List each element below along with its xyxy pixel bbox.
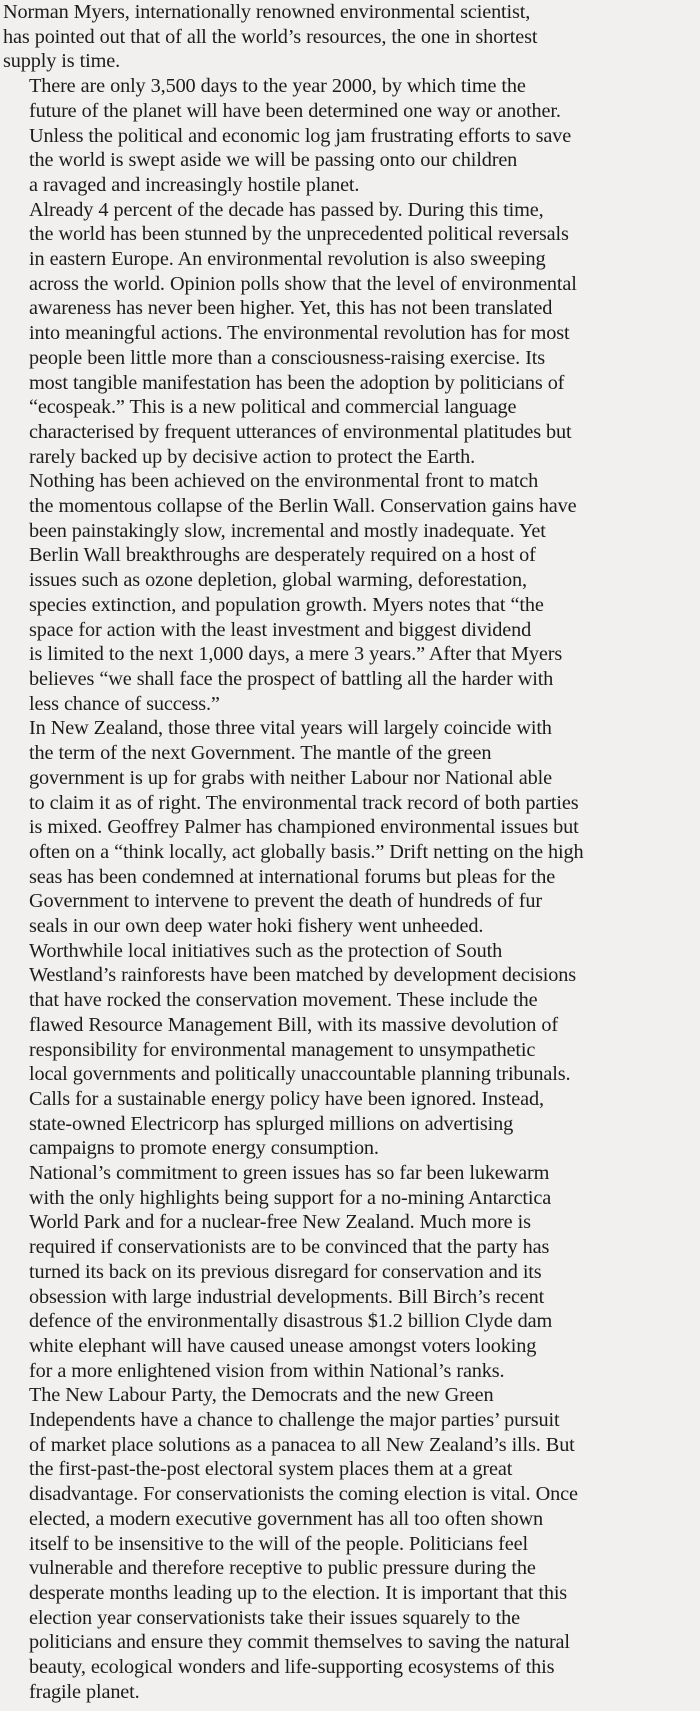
paragraph-line: National’s commitment to green issues has so far been lukewarm bbox=[29, 1162, 550, 1185]
paragraph-line: believes “we shall face the prospect of battling all the harder with bbox=[29, 667, 554, 690]
paragraph-line: flawed Resource Management Bill, with its massive devolution of bbox=[29, 1013, 558, 1036]
paragraph-line: politicians and ensure they commit themselves to saving the natural bbox=[29, 1631, 570, 1654]
paragraph-line: the world is swept aside we will be passing onto our children bbox=[29, 149, 518, 172]
paragraph-line: is mixed. Geoffrey Palmer has championed environmental issues but bbox=[29, 816, 579, 839]
paragraph-line: fragile planet. bbox=[29, 1680, 140, 1703]
paragraph-line: government is up for grabs with neither Labour nor National able bbox=[29, 766, 552, 789]
paragraph-line: seas has been condemned at international forums but pleas for the bbox=[29, 865, 556, 888]
paragraph-line: to claim it as of right. The environmental track record of both parties bbox=[29, 791, 579, 814]
paragraph-line: people been little more than a consciousness-raising exercise. Its bbox=[29, 346, 546, 369]
article-body bbox=[3, 0, 694, 1705]
article-paragraph bbox=[3, 469, 694, 716]
paragraph-line: that have rocked the conservation movement. These include the bbox=[29, 989, 538, 1012]
paragraph-line: issues such as ozone depletion, global warming, deforestation, bbox=[29, 569, 527, 592]
paragraph-line: elected, a modern executive government has all too often shown bbox=[29, 1507, 543, 1530]
paragraph-line: Norman Myers, internationally renowned environmental scientist, bbox=[3, 1, 531, 23]
article-paragraph bbox=[3, 0, 694, 74]
paragraph-line: Independents have a chance to challenge the major parties’ pursuit bbox=[29, 1409, 560, 1432]
paragraph-line: a ravaged and increasingly hostile planet. bbox=[29, 173, 360, 196]
paragraph-line: for a more enlightened vision from within National’s ranks. bbox=[29, 1359, 505, 1382]
article-paragraph bbox=[3, 716, 694, 1161]
paragraph-line: responsibility for environmental management to unsympathetic bbox=[29, 1038, 536, 1061]
paragraph-line: Nothing has been achieved on the environmental front to match bbox=[29, 470, 539, 493]
paragraph-line: future of the planet will have been determined one way or another. bbox=[29, 99, 561, 122]
paragraph-line: is limited to the next 1,000 days, a mere 3 years.” After that Myers bbox=[29, 643, 563, 666]
paragraph-line: beauty, ecological wonders and life-supporting ecosystems of this bbox=[29, 1656, 555, 1679]
paragraph-line: “ecospeak.” This is a new political and commercial language bbox=[29, 396, 517, 419]
paragraph-line: obsession with large industrial developments. Bill Birch’s recent bbox=[29, 1285, 545, 1308]
paragraph-line: most tangible manifestation has been the adoption by politicians of bbox=[29, 371, 565, 394]
paragraph-line: the first-past-the-post electoral system places them at a great bbox=[29, 1458, 513, 1481]
paragraph-line: into meaningful actions. The environmental revolution has for most bbox=[29, 322, 570, 345]
paragraph-line: supply is time. bbox=[3, 50, 121, 73]
article-paragraph bbox=[3, 198, 694, 470]
paragraph-line: itself to be insensitive to the will of the people. Politicians feel bbox=[29, 1532, 528, 1555]
paragraph-line: rarely backed up by decisive action to protect the Earth. bbox=[29, 445, 476, 468]
paragraph-line: of market place solutions as a panacea to all New Zealand’s ills. But bbox=[29, 1433, 575, 1456]
paragraph-line: Calls for a sustainable energy policy have been ignored. Instead, bbox=[29, 1087, 544, 1110]
paragraph-line: Government to intervene to prevent the death of hundreds of fur bbox=[29, 890, 542, 913]
paragraph-line: characterised by frequent utterances of environmental platitudes but bbox=[29, 420, 572, 443]
paragraph-line: election year conservationists take their issues squarely to the bbox=[29, 1606, 520, 1629]
paragraph-line: less chance of success.” bbox=[29, 692, 220, 715]
paragraph-line: awareness has never been higher. Yet, this has not been translated bbox=[29, 297, 553, 320]
paragraph-line: the term of the next Government. The mantle of the green bbox=[29, 742, 492, 765]
paragraph-line: often on a “think locally, act globally basis.” Drift netting on the high bbox=[29, 840, 584, 863]
paragraph-line: with the only highlights being support for a no-mining Antarctica bbox=[29, 1186, 552, 1209]
paragraph-line: World Park and for a nuclear-free New Zealand. Much more is bbox=[29, 1211, 531, 1234]
paragraph-line: desperate months leading up to the election. It is important that this bbox=[29, 1582, 568, 1604]
paragraph-line: disadvantage. For conservationists the coming election is vital. Once bbox=[29, 1483, 578, 1506]
paragraph-line: In New Zealand, those three vital years will largely coincide with bbox=[29, 717, 552, 740]
paragraph-line: turned its back on its previous disregard for conservation and its bbox=[29, 1260, 542, 1283]
paragraph-line: Already 4 percent of the decade has passed by. During this time, bbox=[29, 198, 544, 221]
paragraph-line: campaigns to promote energy consumption. bbox=[29, 1137, 379, 1160]
paragraph-line: been painstakingly slow, incremental and mostly inadequate. Yet bbox=[29, 519, 546, 542]
article-paragraph bbox=[3, 1161, 694, 1383]
paragraph-line: white elephant will have caused unease amongst voters looking bbox=[29, 1334, 537, 1357]
paragraph-line: the world has been stunned by the unprecedented political reversals bbox=[29, 223, 569, 246]
paragraph-line: local governments and politically unaccountable planning tribunals. bbox=[29, 1063, 571, 1086]
paragraph-line: There are only 3,500 days to the year 2000, by which time the bbox=[29, 75, 526, 98]
paragraph-line: seals in our own deep water hoki fishery went unheeded. bbox=[29, 915, 484, 938]
paragraph-line: Westland’s rainforests have been matched by development decisions bbox=[29, 964, 577, 987]
paragraph-line: has pointed out that of all the world’s resources, the one in shortest bbox=[3, 25, 538, 48]
paragraph-line: across the world. Opinion polls show that the level of environmental bbox=[29, 272, 577, 295]
paragraph-line: state-owned Electricorp has splurged millions on advertising bbox=[29, 1112, 514, 1135]
paragraph-line: Worthwhile local initiatives such as the protection of South bbox=[29, 939, 503, 962]
paragraph-line: defence of the environmentally disastrous $1.2 billion Clyde dam bbox=[29, 1310, 553, 1333]
paragraph-line: species extinction, and population growth. Myers notes that “the bbox=[29, 593, 544, 616]
paragraph-line: The New Labour Party, the Democrats and the new Green bbox=[29, 1384, 494, 1407]
paragraph-line: space for action with the least investment and biggest dividend bbox=[29, 618, 532, 641]
paragraph-line: Unless the political and economic log jam frustrating efforts to save bbox=[29, 124, 572, 147]
paragraph-line: Berlin Wall breakthroughs are desperately required on a host of bbox=[29, 544, 536, 567]
article-paragraph bbox=[3, 74, 694, 198]
paragraph-line: in eastern Europe. An environmental revolution is also sweeping bbox=[29, 248, 546, 271]
article-paragraph bbox=[3, 1383, 694, 1704]
paragraph-line: vulnerable and therefore receptive to public pressure during the bbox=[29, 1557, 536, 1580]
paragraph-line: the momentous collapse of the Berlin Wall. Conservation gains have bbox=[29, 495, 577, 518]
paragraph-line: required if conservationists are to be convinced that the party has bbox=[29, 1236, 550, 1259]
